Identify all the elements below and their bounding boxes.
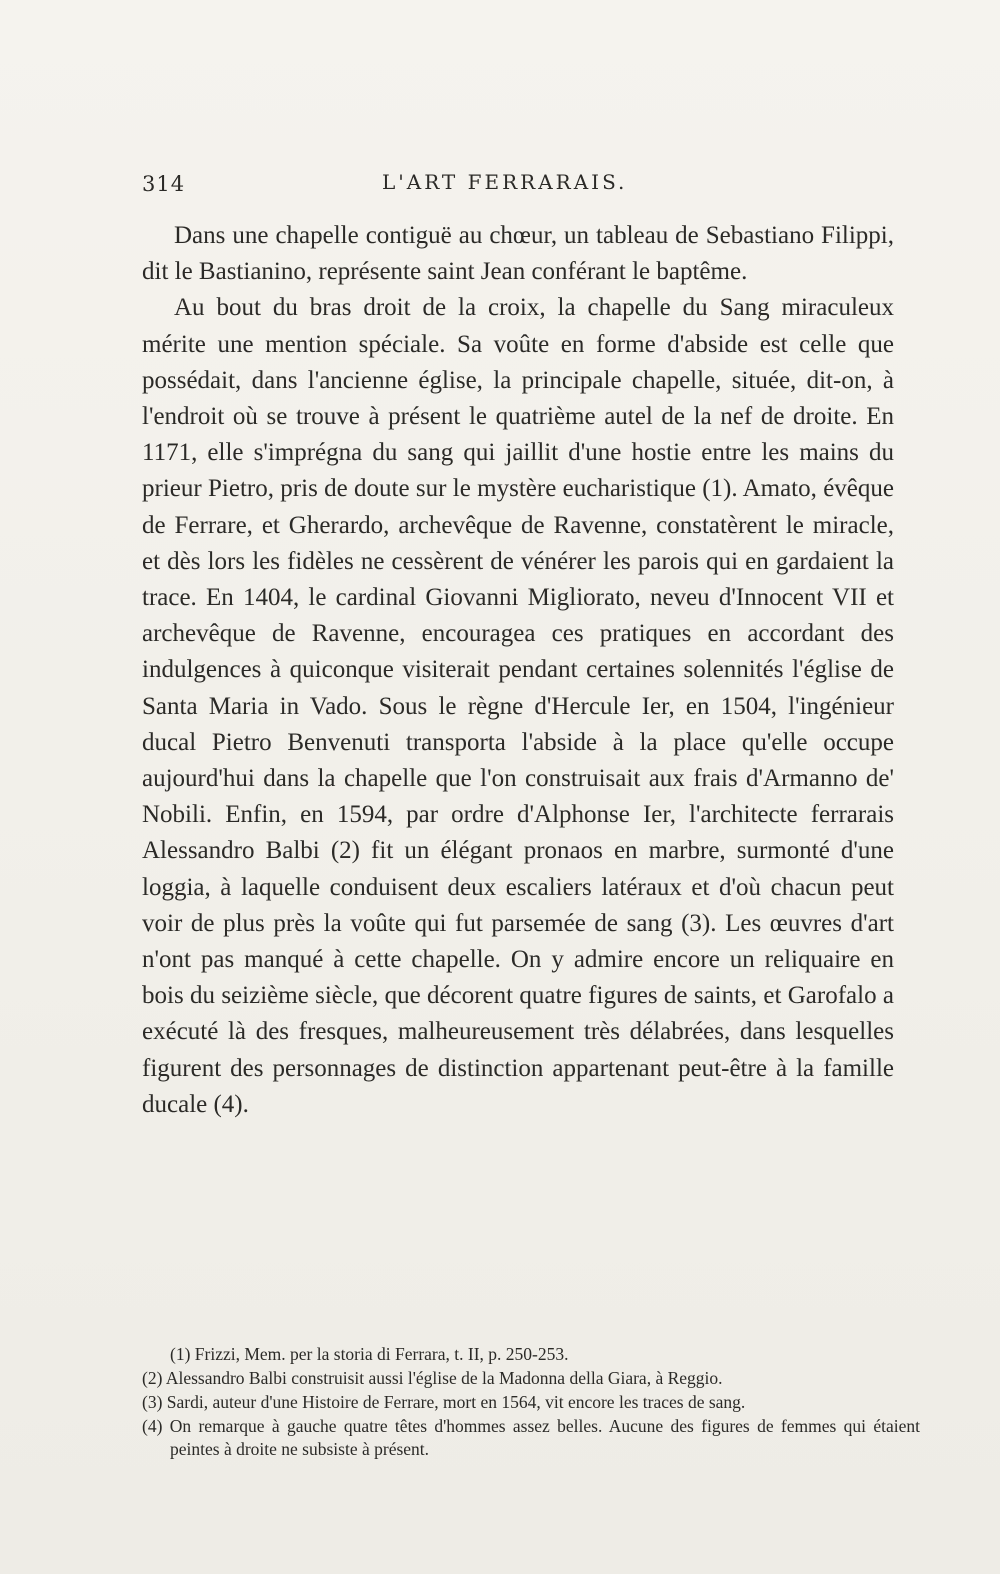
page-header xyxy=(142,172,897,206)
page-number: 314 xyxy=(142,172,186,196)
footnote-4: (4) On remarque à gauche quatre têtes d'hommes assez belles. Aucune des figures de femmes qui étaient peintes à droite ne subsiste à présent. xyxy=(142,1416,920,1459)
footnote-3: (3) Sardi, auteur d'une Histoire de Ferrare, mort en 1564, vit encore les traces de sang. xyxy=(142,1392,746,1412)
footnote-1: (1) Frizzi, Mem. per la storia di Ferrara, t. II, p. 250-253. xyxy=(170,1344,569,1364)
footnote-2: (2) Alessandro Balbi construisit aussi l'église de la Madonna della Giara, à Reggio. xyxy=(142,1368,723,1388)
running-title: L'ART FERRARAIS. xyxy=(382,170,628,194)
paragraph-1: Dans une chapelle contiguë au chœur, un tableau de Sebastiano Filippi, dit le Bastianino, représente saint Jean conférant le baptême. xyxy=(142,222,894,286)
footnotes xyxy=(142,1343,920,1462)
main-text xyxy=(142,218,894,1123)
paragraph-2: Au bout du bras droit de la croix, la chapelle du Sang miraculeux mérite une mention spéciale. Sa voûte en forme d'abside est celle que possédait, dans l'ancienne église, la principale chapelle, située, dit-on, à l'endroit où se trouve à présent le quatrième autel de la nef de droite. En 1171, elle s'imprégna du sang qui jaillit d'une hostie entre les mains du prieur Pietro, pris de doute sur le mystère eucharistique (1). Amato, évêque de Ferrare, et Gherardo, archevêque de Ravenne, constatèrent le miracle, et dès lors les fidèles ne cessèrent de vénérer les parois qui en gardaient la trace. En 1404, le cardinal Giovanni Migliorato, neveu d'Innocent VII et archevêque de Ravenne, encouragea ces pratiques en accordant des indulgences à quiconque visiterait pendant certaines solennités l'église de Santa Maria in Vado. Sous le règne d'Hercule Ier, en 1504, l'ingénieur ducal Pietro Benvenuti transporta l'abside à la place qu'elle occupe aujourd'hui dans la chapelle que l'on construisait aux frais d'Armanno de' Nobili. Enfin, en 1594, par ordre d'Alphonse Ier, l'architecte ferrarais Alessandro Balbi (2) fit un élégant pronaos en marbre, surmonté d'une loggia, à laquelle conduisent deux escaliers latéraux et d'où chacun peut voir de plus près la voûte qui fut parsemée de sang (3). Les œuvres d'art n'ont pas manqué à cette chapelle. On y admire encore un reliquaire en bois du seizième siècle, que décorent quatre figures de saints, et Garofalo a exécuté là des fresques, malheureusement très délabrées, dans lesquelles figurent des personnages de distinction appartenant peut-être à la famille ducale (4). xyxy=(142,294,894,1118)
